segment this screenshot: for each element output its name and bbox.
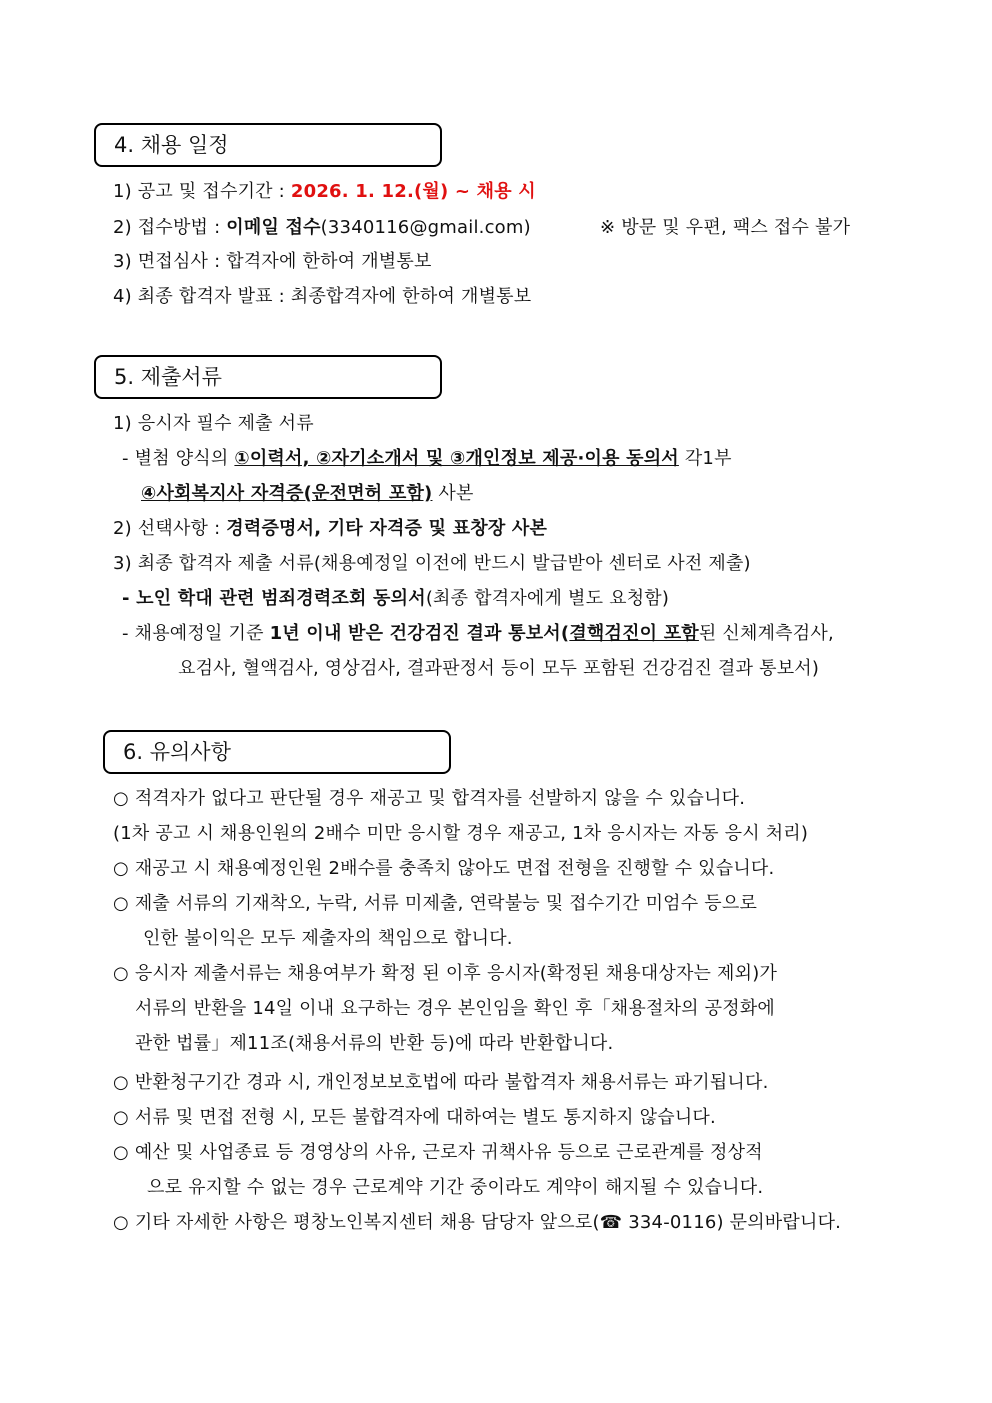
schedule-item-2: 2) 접수방법 : 이메일 접수(3340116@gmail.com) xyxy=(113,217,531,238)
section-5-title: 5. 제출서류 xyxy=(114,365,222,389)
schedule-item-3: 3) 면접심사 : 합격자에 한하여 개별통보 xyxy=(113,251,432,272)
docs-item-3: 3) 최종 합격자 제출 서류(채용예정일 이전에 반드시 발급받아 센터로 사전 제출) xyxy=(113,553,751,574)
notice-line-7: 서류의 반환을 14일 이내 요구하는 경우 본인임을 확인 후「채용절차의 공정화에 xyxy=(135,998,776,1019)
schedule-item-1: 1) 공고 및 접수기간 : 2026. 1. 12.(월) ~ 채용 시 xyxy=(113,181,536,202)
notice-line-3: ○ 재공고 시 채용예정인원 2배수를 충족치 않아도 면접 전형을 진행할 수 있습니다. xyxy=(113,858,775,879)
section-4-header xyxy=(94,123,442,167)
notice-line-12: 으로 유지할 수 없는 경우 근로계약 기간 중이라도 계약이 해지될 수 있습니다. xyxy=(147,1177,764,1198)
docs-certificate: ④사회복지사 자격증(운전면허 포함) 사본 xyxy=(141,483,474,504)
notice-line-13: ○ 기타 자세한 사항은 평창노인복지센터 채용 담당자 앞으로(☎ 334-0116) 문의바랍니다. xyxy=(113,1212,842,1233)
notice-line-10: ○ 서류 및 면접 전형 시, 모든 불합격자에 대하여는 별도 통지하지 않습니다. xyxy=(113,1107,716,1128)
section-5-header xyxy=(94,355,442,399)
notice-line-4: ○ 제출 서류의 기재착오, 누락, 서류 미제출, 연락불능 및 접수기간 미엄수 등으로 xyxy=(113,893,758,914)
notice-line-11: ○ 예산 및 사업종료 등 경영상의 사유, 근로자 귀책사유 등으로 근로관계를 정상적 xyxy=(113,1142,763,1163)
notice-line-9: ○ 반환청구기간 경과 시, 개인정보보호법에 따라 불합격자 채용서류는 파기됩니다. xyxy=(113,1072,769,1093)
docs-item-2: 2) 선택사항 : 경력증명서, 기타 자격증 및 표창장 사본 xyxy=(113,518,548,539)
notice-line-1: ○ 적격자가 없다고 판단될 경우 재공고 및 합격자를 선발하지 않을 수 있습니다. xyxy=(113,788,746,809)
notice-line-5: 인한 불이익은 모두 제출자의 책임으로 합니다. xyxy=(143,928,513,949)
docs-item-1: 1) 응시자 필수 제출 서류 xyxy=(113,413,314,434)
docs-health-check: - 채용예정일 기준 1년 이내 받은 건강검진 결과 통보서(결핵검진이 포함된 신체계측검사, xyxy=(122,623,834,644)
no-visit-note: ※ 방문 및 우편, 팩스 접수 불가 xyxy=(600,217,851,238)
docs-criminal-check: - 노인 학대 관련 범죄경력조회 동의서(최종 합격자에게 별도 요청함) xyxy=(122,588,670,609)
notice-line-6: ○ 응시자 제출서류는 채용여부가 확정 된 이후 응시자(확정된 채용대상자는 제외)가 xyxy=(113,963,778,984)
docs-required-forms: - 별첨 양식의 ①이력서, ②자기소개서 및 ③개인정보 제공·이용 동의서 각1부 xyxy=(122,448,732,469)
section-6-header xyxy=(103,730,451,774)
notice-line-2: (1차 공고 시 채용인원의 2배수 미만 응시할 경우 재공고, 1차 응시자는 자동 응시 처리) xyxy=(113,823,809,844)
docs-health-check-detail: 요검사, 혈액검사, 영상검사, 결과판정서 등이 모두 포함된 건강검진 결과 통보서) xyxy=(178,658,820,679)
section-4-title: 4. 채용 일정 xyxy=(114,133,229,157)
schedule-item-4: 4) 최종 합격자 발표 : 최종합격자에 한하여 개별통보 xyxy=(113,286,532,307)
notice-line-8: 관한 법률」제11조(채용서류의 반환 등)에 따라 반환합니다. xyxy=(135,1033,614,1054)
section-6-title: 6. 유의사항 xyxy=(123,740,231,764)
